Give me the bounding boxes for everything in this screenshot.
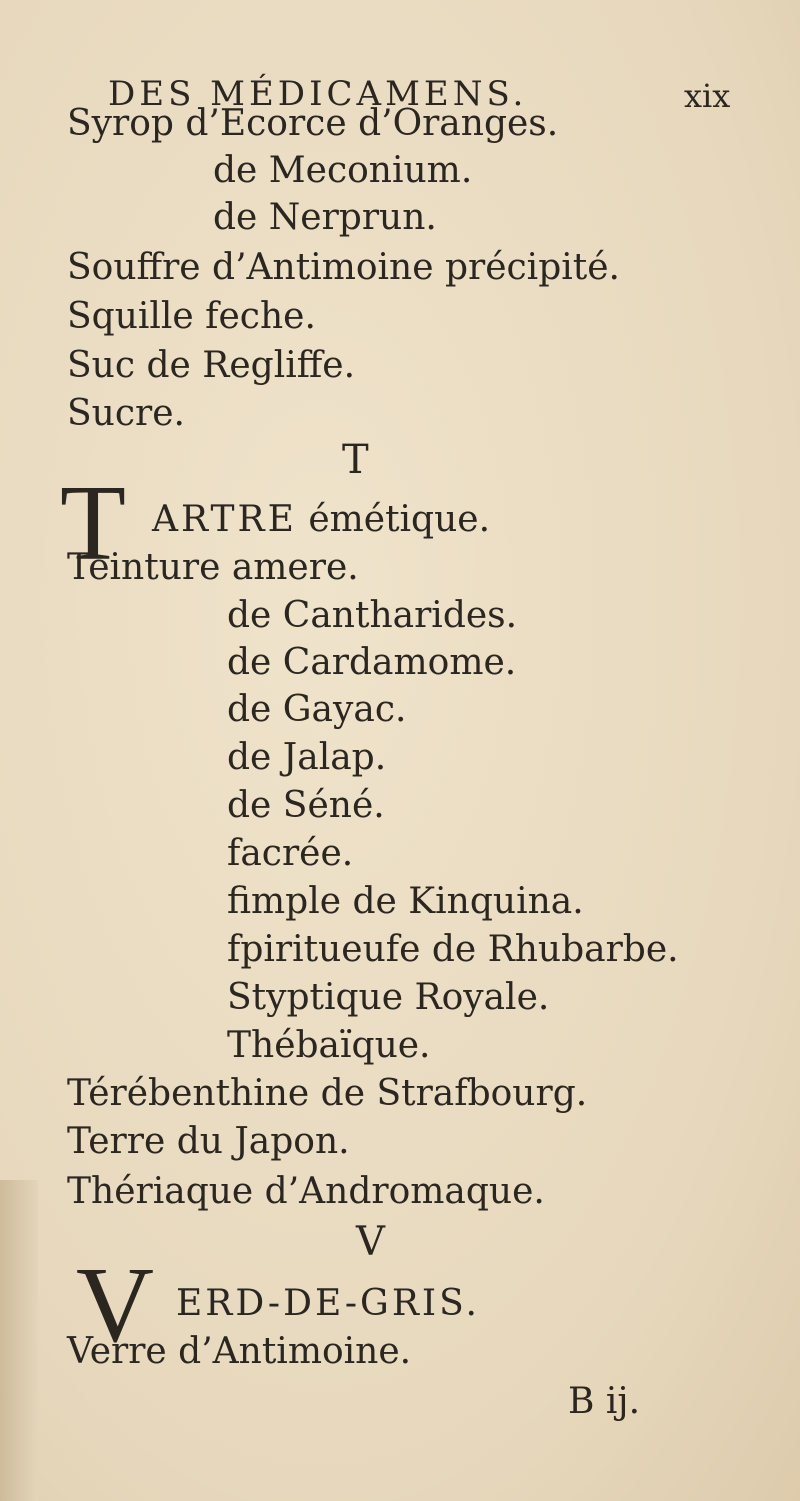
running-title: DES MÉDICAMENS. [108,74,528,114]
entry-line: Teinture amere. [67,547,359,588]
entry-line: de Nerprun. [213,197,437,238]
entry-line: fpiritueufe de Rhubarbe. [227,929,679,970]
entry-line: fimple de Kinquina. [227,881,584,922]
entry-line: Squille feche. [67,296,316,337]
entry-line: Verre d’Antimoine. [67,1331,412,1372]
entry-line: de Cardamome. [227,642,517,683]
entry-line: de Cantharides. [227,595,518,636]
lead-rest: émétique. [308,499,491,540]
section-letter-t: T [342,437,369,483]
lead-word: ARTRE [152,499,297,540]
entry-line: Styptique Royale. [227,977,550,1018]
entry-line: Suc de Regliffe. [67,345,356,386]
entry-line: Syrop d’Ecorce d’Oranges. [67,103,559,144]
section-letter-v: V [356,1219,385,1265]
entry-line: Souffre d’Antimoine précipité. [67,247,620,288]
page-number: xix [684,77,731,115]
entry-line: de Séné. [227,785,385,826]
entry-line: Thébaïque. [227,1025,431,1066]
section-lead-t [152,500,490,540]
entry-line: de Jalap. [227,737,387,778]
dropcap-v: V [76,1246,154,1365]
page-edge [0,1180,38,1501]
entry-line: Sucre. [67,393,185,434]
entry-line: Terre du Japon. [67,1121,350,1162]
entry-line: de Gayac. [227,689,407,730]
entry-line: Térébenthine de Strafbourg. [67,1073,588,1114]
entry-line: de Meconium. [213,150,473,191]
dropcap-t: T [60,464,126,583]
entry-line: Thériaque d’Andromaque. [67,1171,545,1212]
section-lead-v: ERD-DE-GRIS. [176,1283,480,1324]
entry-line: facrée. [227,833,354,874]
signature-mark: B ij. [568,1381,641,1422]
